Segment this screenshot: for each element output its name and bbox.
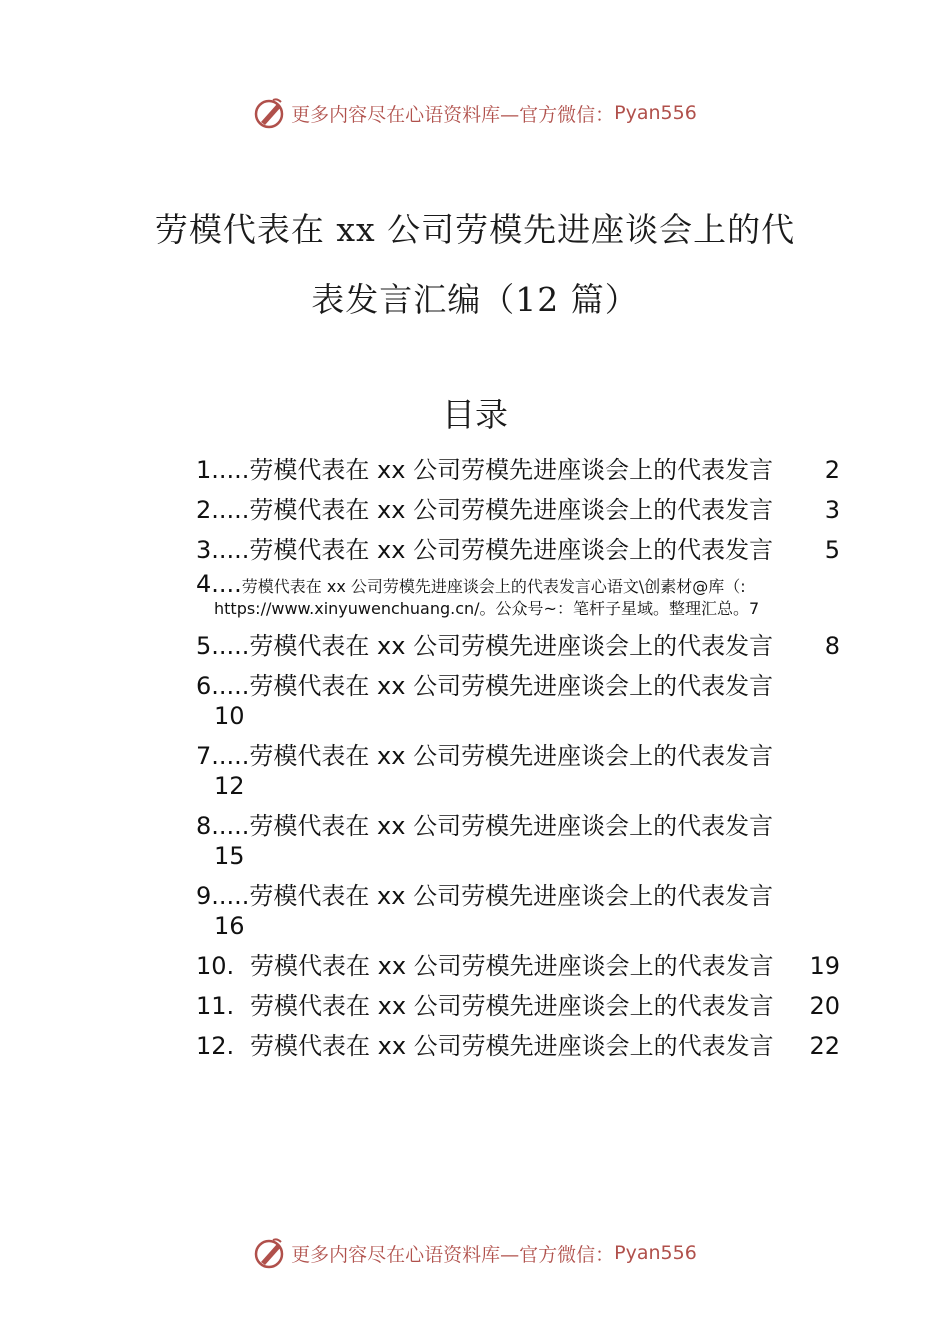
toc-entry[interactable] bbox=[196, 455, 842, 495]
header-brand-id: Pyan556 bbox=[614, 102, 697, 124]
toc-entry[interactable] bbox=[196, 951, 842, 991]
toc-heading: 目录 bbox=[442, 395, 508, 434]
toc-entry-page: 10 bbox=[214, 702, 245, 730]
toc-entry-page: 5 bbox=[824, 536, 840, 564]
toc-entry-page: 8 bbox=[824, 632, 840, 660]
toc-entry-title: 劳模代表在 xx 公司劳模先进座谈会上的代表发言 bbox=[249, 496, 774, 524]
toc-entry-title: 劳模代表在 xx 公司劳模先进座谈会上的代表发言 bbox=[250, 952, 774, 980]
toc-entry-number: 11. bbox=[196, 992, 235, 1020]
toc-entry-page: 2 bbox=[824, 456, 840, 484]
toc-entry-number: 5..... bbox=[196, 632, 250, 660]
toc-entry[interactable] bbox=[196, 741, 842, 811]
toc-entry-number: 4.... bbox=[196, 570, 242, 598]
toc-entry-title: 劳模代表在 xx 公司劳模先进座谈会上的代表发言 bbox=[249, 632, 774, 660]
table-of-contents bbox=[196, 455, 842, 1071]
pen-logo-icon bbox=[253, 1236, 287, 1270]
toc-entry-title: 劳模代表在 xx 公司劳模先进座谈会上的代表发言心语文\创素材@库（: bbox=[241, 577, 746, 596]
toc-entry-title: 劳模代表在 xx 公司劳模先进座谈会上的代表发言 bbox=[250, 1032, 774, 1060]
toc-entry-page: 15 bbox=[214, 842, 245, 870]
toc-entry-number: 10. bbox=[196, 952, 235, 980]
toc-entry-title: 劳模代表在 xx 公司劳模先进座谈会上的代表发言 bbox=[249, 672, 774, 700]
toc-entry-number: 7..... bbox=[196, 742, 250, 770]
toc-entry-number: 2..... bbox=[196, 496, 250, 524]
toc-entry[interactable] bbox=[196, 811, 842, 881]
toc-entry[interactable] bbox=[196, 881, 842, 951]
toc-entry-number: 8..... bbox=[196, 812, 250, 840]
toc-entry[interactable] bbox=[196, 495, 842, 535]
footer-brand-id: Pyan556 bbox=[614, 1242, 697, 1264]
toc-entry-number: 6..... bbox=[196, 672, 250, 700]
toc-entry[interactable] bbox=[196, 535, 842, 573]
toc-entry[interactable] bbox=[196, 570, 842, 631]
toc-entry-page: 22 bbox=[809, 1032, 840, 1060]
toc-entry-page: 16 bbox=[214, 912, 245, 940]
document-title-line-1: 劳模代表在 xx 公司劳模先进座谈会上的代 bbox=[154, 210, 796, 249]
footer-brand-text: 更多内容尽在心语资料库—官方微信： bbox=[291, 1243, 615, 1266]
toc-entry-continuation: https://www.xinyuwenchuang.cn/。公众号~：笔杆子星域。整理汇总。7 bbox=[214, 599, 760, 618]
toc-entry-number: 9..... bbox=[196, 882, 250, 910]
toc-entry-title: 劳模代表在 xx 公司劳模先进座谈会上的代表发言 bbox=[249, 456, 774, 484]
toc-entry[interactable] bbox=[196, 1031, 842, 1071]
toc-entry-title: 劳模代表在 xx 公司劳模先进座谈会上的代表发言 bbox=[250, 992, 774, 1020]
header-brand-text: 更多内容尽在心语资料库—官方微信： bbox=[291, 103, 615, 126]
toc-entry[interactable] bbox=[196, 671, 842, 741]
toc-entry-number: 3..... bbox=[196, 536, 250, 564]
toc-entry-page: 12 bbox=[214, 772, 245, 800]
document-title-line-2: 表发言汇编（12 篇） bbox=[311, 280, 639, 319]
toc-entry-title: 劳模代表在 xx 公司劳模先进座谈会上的代表发言 bbox=[249, 882, 774, 910]
header-brand bbox=[0, 96, 950, 130]
toc-entry-number: 12. bbox=[196, 1032, 235, 1060]
footer-brand bbox=[0, 1236, 950, 1270]
toc-entry-title: 劳模代表在 xx 公司劳模先进座谈会上的代表发言 bbox=[249, 742, 774, 770]
toc-entry-page: 19 bbox=[809, 952, 840, 980]
toc-entry-title: 劳模代表在 xx 公司劳模先进座谈会上的代表发言 bbox=[249, 536, 774, 564]
toc-entry[interactable] bbox=[196, 991, 842, 1031]
pen-logo-icon bbox=[253, 96, 287, 130]
toc-entry-page: 20 bbox=[809, 992, 840, 1020]
toc-entry-number: 1..... bbox=[196, 456, 250, 484]
toc-entry-title: 劳模代表在 xx 公司劳模先进座谈会上的代表发言 bbox=[249, 812, 774, 840]
toc-entry[interactable] bbox=[196, 631, 842, 671]
toc-entry-page: 3 bbox=[824, 496, 840, 524]
